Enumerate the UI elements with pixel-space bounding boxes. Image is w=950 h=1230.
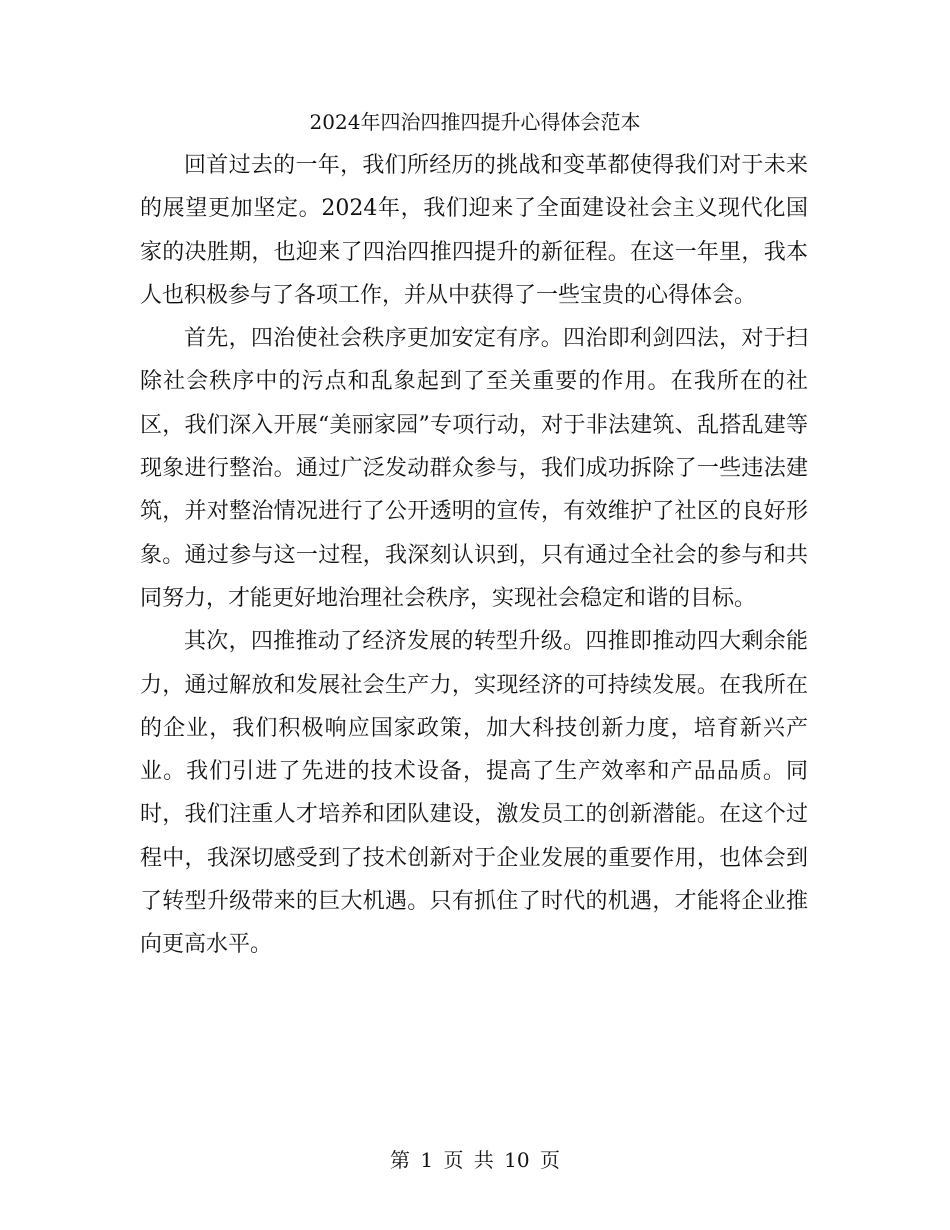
page-footer: 第 1 页 共 10 页 [390, 1148, 560, 1172]
document-title: 2024年四治四推四提升心得体会范本 [309, 110, 641, 134]
paragraph-1: 回首过去的一年，我们所经历的挑战和变革都使得我们对于未来的展望更加坚定。2024年，我们迎来了全面建设社会主义现代化国家的决胜期，也迎来了四治四推四提升的新征程。在这一年里，我本人也积极参与了各项工作，并从中获得了一些宝贵的心得体会。 [140, 153, 808, 308]
paragraph-3: 其次，四推推动了经济发展的转型升级。四推即推动四大剩余能力，通过解放和发展社会生产力，实现经济的可持续发展。在我所在的企业，我们积极响应国家政策，加大科技创新力度，培育新兴产业。我们引进了先进的技术设备，提高了生产效率和产品品质。同时，我们注重人才培养和团队建设，激发员工的创新潜能。在这个过程中，我深切感受到了技术创新对于企业发展的重要作用，也体会到了转型升级带来的巨大机遇。只有抓住了时代的机遇，才能将企业推向更高水平。 [140, 629, 808, 958]
paragraph-2: 首先，四治使社会秩序更加安定有序。四治即利剑四法，对于扫除社会秩序中的污点和乱象起到了至关重要的作用。在我所在的社区，我们深入开展“美丽家园”专项行动，对于非法建筑、乱搭乱建等现象进行整治。通过广泛发动群众参与，我们成功拆除了一些违法建筑，并对整治情况进行了公开透明的宣传，有效维护了社区的良好形象。通过参与这一过程，我深刻认识到，只有通过全社会的参与和共同努力，才能更好地治理社会秩序，实现社会稳定和谐的目标。 [140, 326, 808, 611]
document-body [140, 144, 808, 967]
